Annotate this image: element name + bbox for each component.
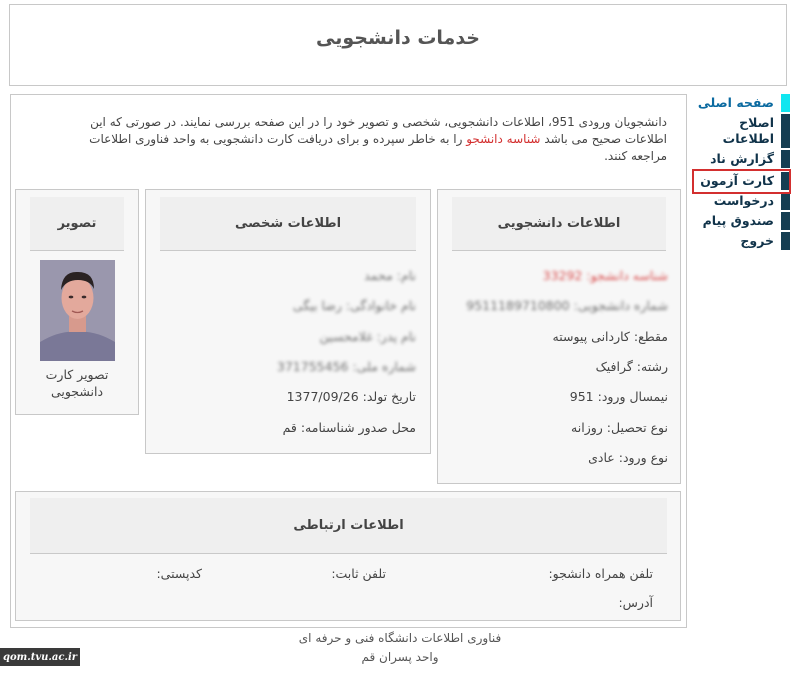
student-photo [40, 260, 115, 361]
photo-caption: تصویر کارت دانشجویی [45, 367, 109, 399]
sidebar-item-edit-info[interactable]: اصلاح اطلاعات [718, 114, 790, 148]
nav-marker [781, 192, 790, 210]
address-row: آدرس: [618, 595, 653, 610]
sidebar-item-nad-report[interactable]: گزارش ناد [690, 150, 790, 168]
sidebar-item-inbox[interactable]: صندوق پیام [690, 212, 790, 230]
student-info-panel [437, 189, 681, 484]
footer-line: فناوری اطلاعات دانشگاه فنی و حرفه ای [298, 631, 502, 645]
last-name-row: نام خانوادگی: رضا بیگی [292, 298, 416, 313]
personal-info-panel [145, 189, 431, 454]
panel-title: اطلاعات شخصی [160, 197, 416, 251]
intro-text [30, 114, 667, 165]
father-name-row: نام پدر: غلامحسین [319, 329, 416, 344]
issue-place-row: محل صدور شناسنامه: قم [282, 420, 416, 435]
sidebar-item-exam-card[interactable]: کارت آزمون [690, 172, 790, 190]
study-type-row: نوع تحصیل: روزانه [571, 420, 668, 435]
degree-row: مقطع: کاردانی پیوسته [552, 329, 668, 344]
birth-date-row: تاریخ تولد: 1377/09/26 [286, 389, 416, 404]
intro-line: دانشجویان ورودی 951، اطلاعات دانشجویی، شخصی و تصویر خود را در این صفحه بررسی نمایند. در صورتی که این [90, 115, 667, 129]
sidebar-item-request[interactable]: درخواست [690, 192, 790, 210]
mobile-row: تلفن همراه دانشجو: [548, 566, 653, 581]
nav-marker [781, 212, 790, 230]
nav-marker [781, 150, 790, 168]
footer-line: واحد پسران قم [361, 650, 439, 664]
header-box [9, 4, 787, 86]
page-title: خدمات دانشجویی [316, 27, 480, 49]
panel-title: تصویر [30, 197, 124, 251]
entry-type-row: نوع ورود: عادی [588, 450, 668, 465]
nav-marker [781, 94, 790, 112]
intro-line: اطلاعات صحیح می باشد شناسه دانشجو را به خاطر سپرده و برای دریافت کارت دانشجویی به واحد فناوری اطلاعات [89, 132, 667, 146]
student-id-highlight: شناسه دانشجو [466, 132, 541, 146]
student-id-row: شناسه دانشجو: 33292 [542, 268, 668, 283]
major-row: رشته: گرافیک [595, 359, 668, 374]
exam-card-highlight [692, 169, 791, 194]
nav-marker [781, 232, 790, 250]
entry-term-row: نیمسال ورود: 951 [569, 389, 668, 404]
postal-code-row: کدپستی: [156, 566, 202, 581]
sidebar-item-logout[interactable]: خروج [690, 232, 790, 250]
sidebar-item-home[interactable]: صفحه اصلی [690, 94, 790, 112]
phone-row: تلفن ثابت: [331, 566, 386, 581]
first-name-row: نام: محمد [364, 268, 416, 283]
contact-panel-title: اطلاعات ارتباطی [30, 498, 667, 554]
panel-title: اطلاعات دانشجویی [452, 197, 666, 251]
national-id-row: شماره ملی: 371755456 [276, 359, 416, 374]
watermark-logo: qom.tvu.ac.ir [0, 648, 80, 666]
nav-marker [781, 114, 790, 148]
intro-line: مراجعه کنند. [604, 149, 667, 163]
student-number-row: شماره دانشجویی: 9511189710800 [466, 298, 668, 313]
